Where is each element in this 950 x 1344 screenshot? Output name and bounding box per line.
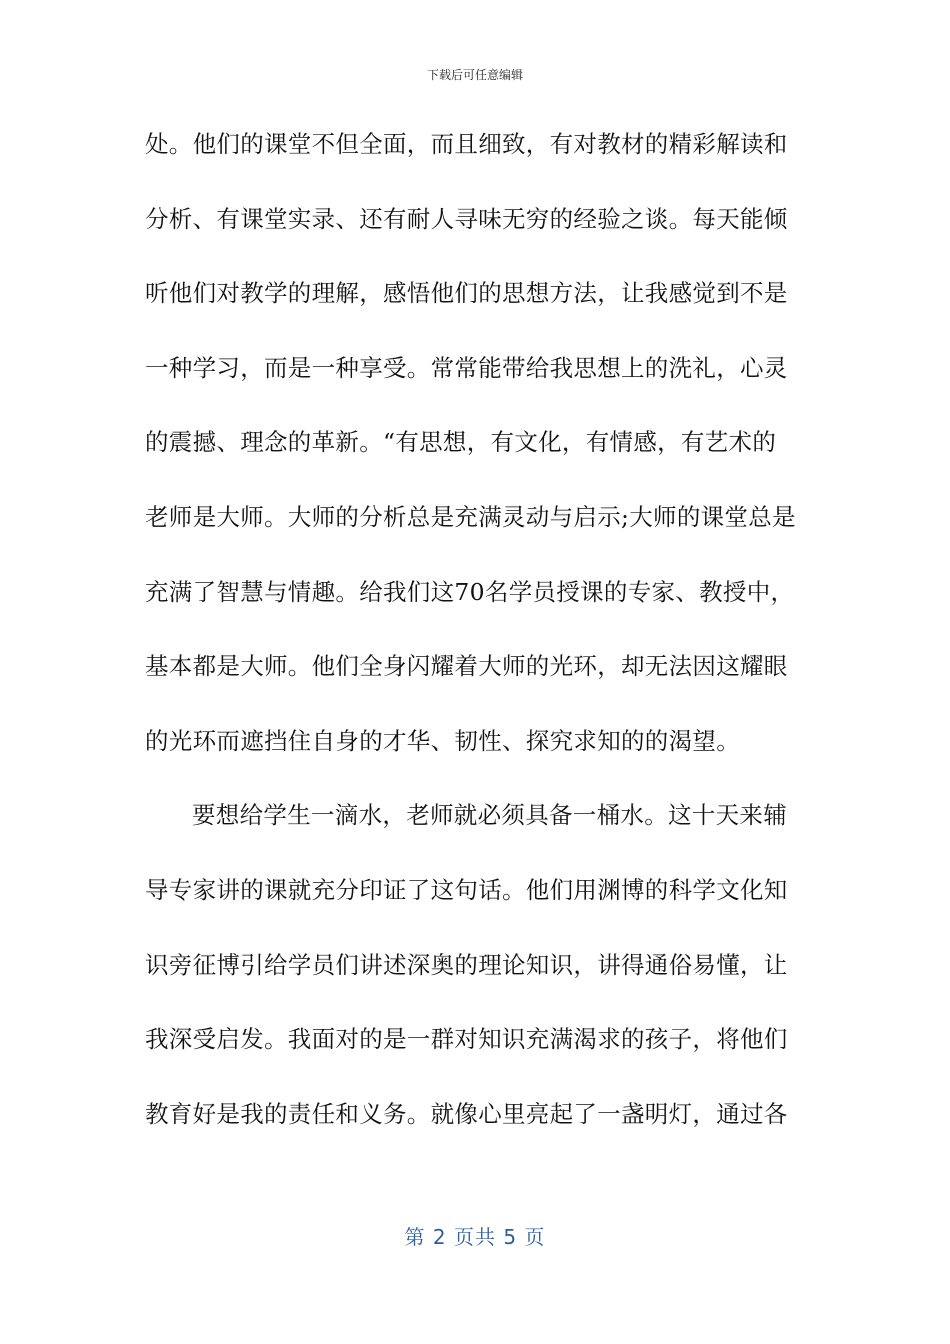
text-line: 识旁征博引给学员们讲述深奥的理论知识，讲得通俗易懂，让 (145, 950, 788, 979)
text-line: 教育好是我的责任和义务。就像心里亮起了一盏明灯，通过各 (145, 1099, 788, 1128)
text-line: 老师是大师。大师的分析总是充满灵动与启示;大师的课堂总是 (145, 502, 796, 531)
text-line: 的光环而遮挡住自身的才华、韧性、探究求知的的渴望。 (145, 726, 740, 755)
text-line: 我深受启发。我面对的是一群对知识充满渴求的孩子，将他们 (145, 1025, 788, 1054)
document-body (145, 118, 815, 1162)
text-line: 听他们对教学的理解，感悟他们的思想方法，让我感觉到不是 (145, 279, 788, 308)
text-line: 分析、有课堂实录、还有耐人寻味无穷的经验之谈。每天能倾 (145, 204, 788, 233)
page-header: 下载后可任意编辑 (426, 68, 523, 82)
text-line: 的震撼、理念的革新。“有思想，有文化，有情感，有艺术的 (145, 428, 777, 457)
text-line: 一种学习，而是一种享受。常常能带给我思想上的洗礼，心灵 (145, 353, 788, 382)
page-number-footer: 第 2 页共 5 页 (404, 1225, 546, 1249)
text-line: 导专家讲的课就充分印证了这句话。他们用渊博的科学文化知 (145, 875, 788, 904)
text-line: 处。他们的课堂不但全面，而且细致，有对教材的精彩解读和 (145, 130, 788, 158)
paragraph-start-line: 要想给学生一滴水，老师就必须具备一桶水。这十天来辅 (192, 801, 787, 830)
text-line: 基本都是大师。他们全身闪耀着大师的光环，却无法因这耀眼 (145, 652, 788, 681)
text-line: 充满了智慧与情趣。给我们这70名学员授课的专家、教授中， (145, 577, 795, 606)
